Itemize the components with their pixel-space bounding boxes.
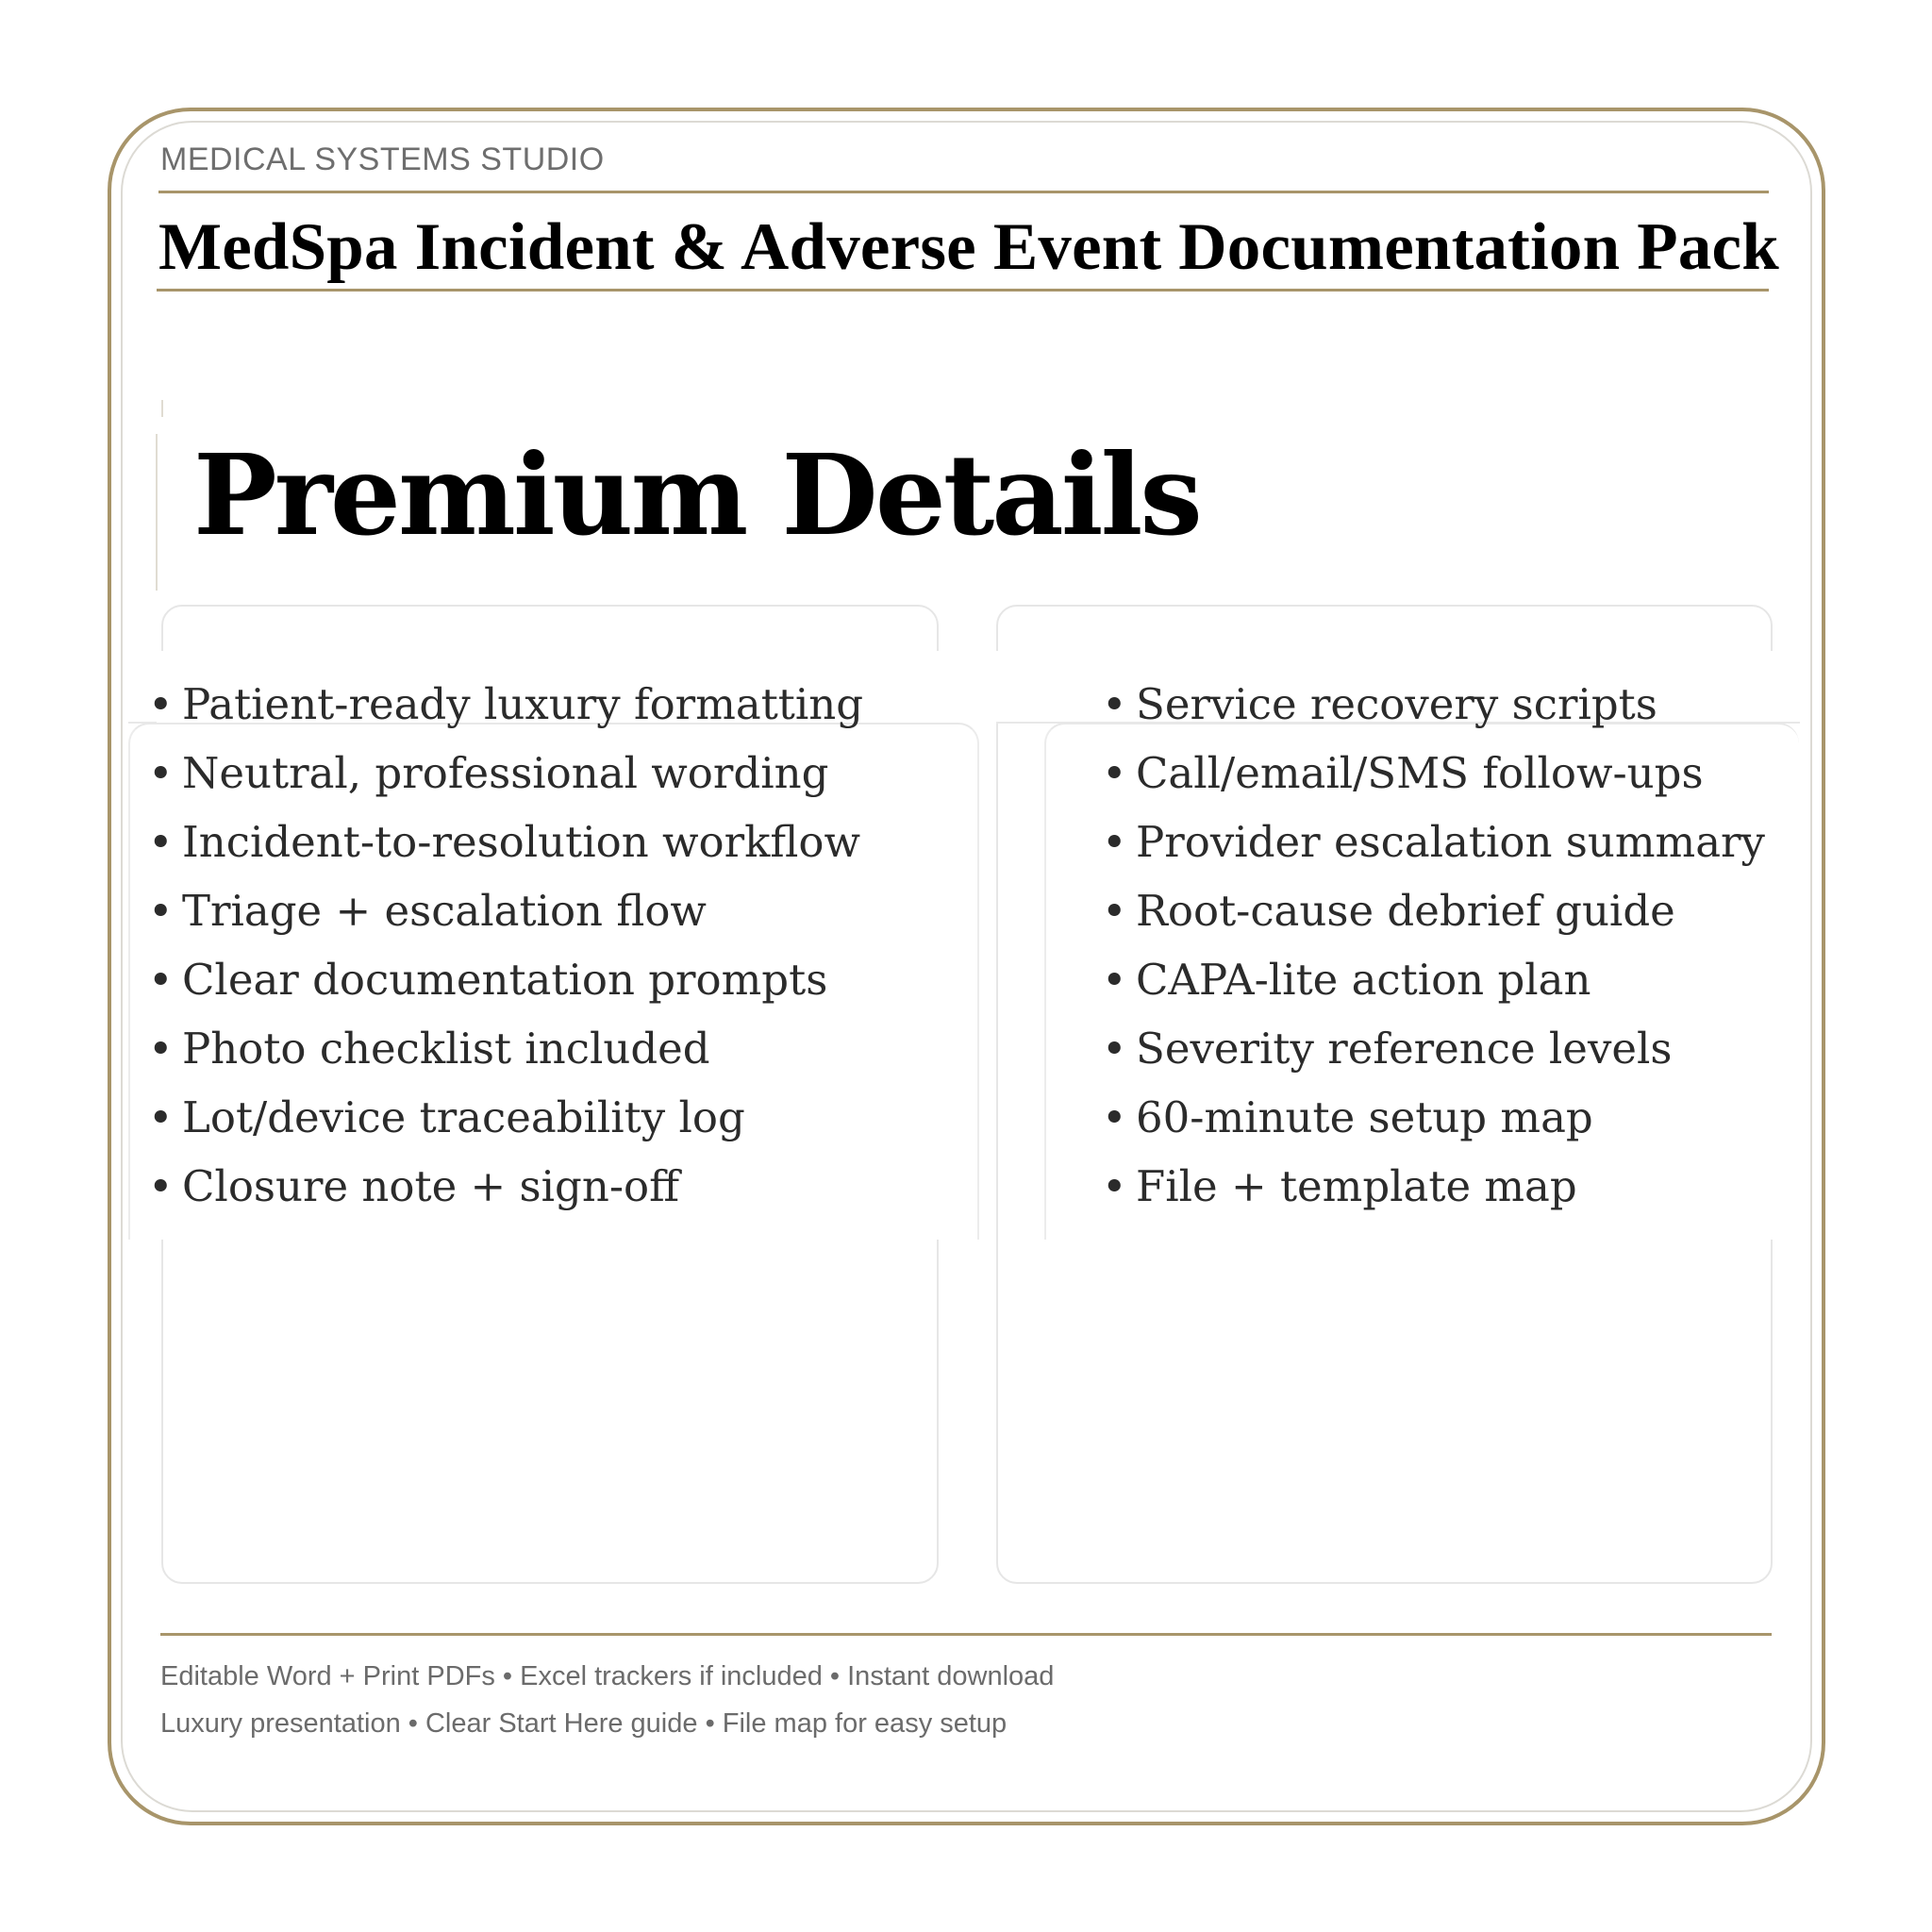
- feature-list-right: [1102, 670, 1765, 1221]
- list-item: • Closure note + sign-off: [148, 1152, 863, 1221]
- bullet-icon: •: [1102, 955, 1127, 1005]
- bullet-icon: •: [148, 679, 174, 729]
- bullet-icon: •: [148, 1024, 174, 1074]
- bullet-icon: •: [1102, 1092, 1127, 1142]
- list-item: • Incident-to-resolution workflow: [148, 808, 863, 876]
- list-item: • Service recovery scripts: [1102, 670, 1765, 739]
- bullet-icon: •: [148, 1092, 174, 1142]
- bullet-icon: •: [148, 817, 174, 867]
- brand-label: MEDICAL SYSTEMS STUDIO: [160, 142, 605, 177]
- list-item: • Neutral, professional wording: [148, 739, 863, 808]
- bullet-icon: •: [1102, 817, 1127, 867]
- header-divider-top: [158, 191, 1769, 193]
- bullet-icon: •: [1102, 1024, 1127, 1074]
- list-item: • 60-minute setup map: [1102, 1083, 1765, 1152]
- bullet-icon: •: [1102, 1161, 1127, 1211]
- feature-list-left: [148, 670, 863, 1221]
- footer-line-2: Luxury presentation • Clear Start Here guide • File map for easy setup: [160, 1708, 1008, 1739]
- list-item: • Provider escalation summary: [1102, 808, 1765, 876]
- footer-divider: [160, 1633, 1772, 1636]
- list-item: • Severity reference levels: [1102, 1014, 1765, 1083]
- bullet-icon: •: [148, 1161, 174, 1211]
- bullet-icon: •: [148, 748, 174, 798]
- list-item: • Root-cause debrief guide: [1102, 876, 1765, 945]
- header-divider-bottom: [157, 289, 1769, 291]
- bullet-icon: •: [1102, 679, 1127, 729]
- list-item: • CAPA-lite action plan: [1102, 945, 1765, 1014]
- list-item: • Lot/device traceability log: [148, 1083, 863, 1152]
- list-item: • Clear documentation prompts: [148, 945, 863, 1014]
- bullet-icon: •: [148, 886, 174, 936]
- document-title: MedSpa Incident & Adverse Event Documentation Pack: [158, 210, 1779, 284]
- list-item: • Call/email/SMS follow-ups: [1102, 739, 1765, 808]
- bullet-icon: •: [1102, 748, 1127, 798]
- bullet-icon: •: [1102, 886, 1127, 936]
- accent-bar: [156, 434, 158, 591]
- bullet-icon: •: [148, 955, 174, 1005]
- footer-line-1: Editable Word + Print PDFs • Excel trackers if included • Instant download: [160, 1661, 1055, 1691]
- accent-bar-small: [161, 400, 163, 417]
- list-item: • Photo checklist included: [148, 1014, 863, 1083]
- section-title: Premium Details: [193, 429, 1200, 560]
- list-item: • File + template map: [1102, 1152, 1765, 1221]
- list-item: • Triage + escalation flow: [148, 876, 863, 945]
- list-item: • Patient-ready luxury formatting: [148, 670, 863, 739]
